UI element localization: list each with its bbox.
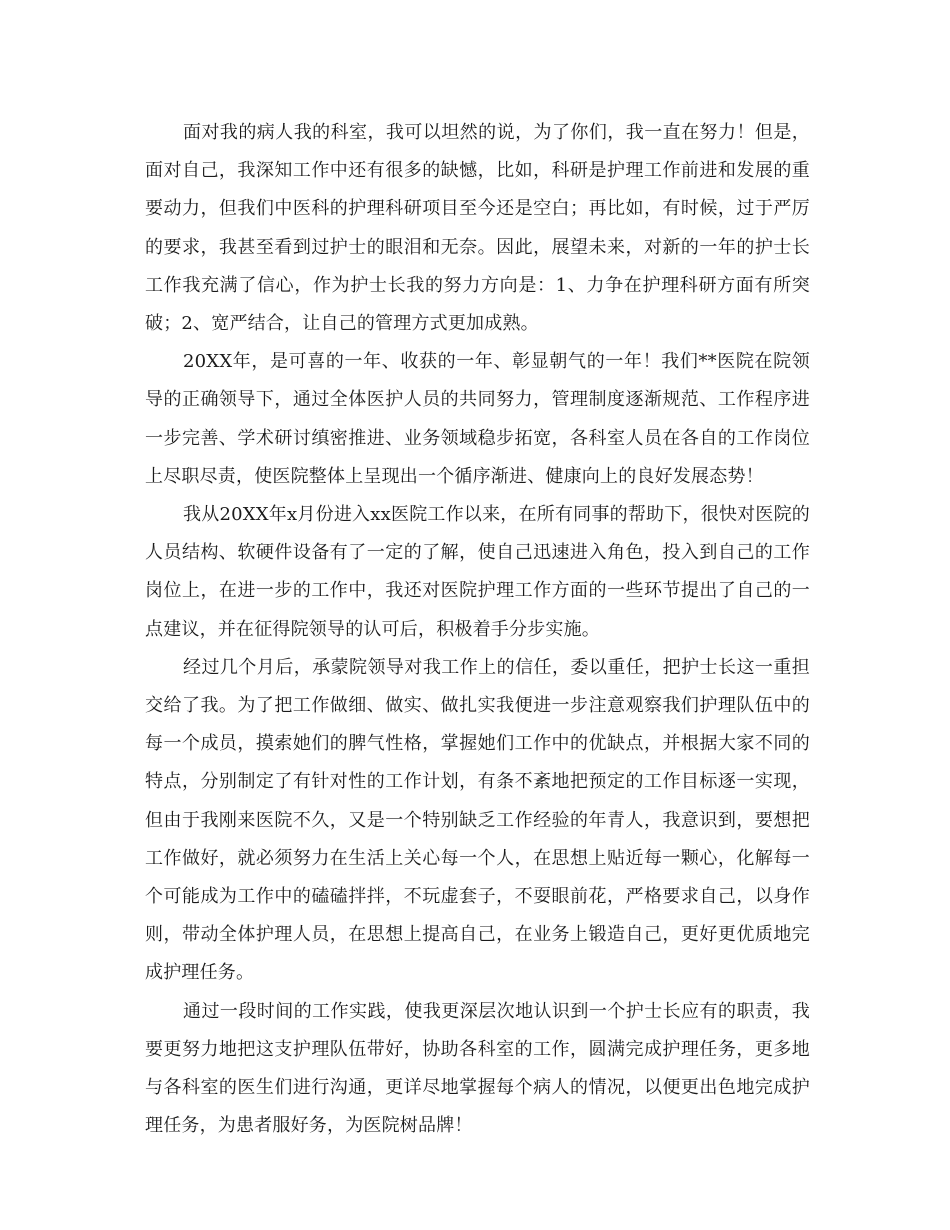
paragraph-5: 通过一段时间的工作实践，使我更深层次地认识到一个护士长应有的职责，我要更努力地把这支护理队伍带好，协助各科室的工作，圆满完成护理任务，更多地与各科室的医生们进行沟通，更详尽地掌握每个病人的情况，以便更出色地完成护理任务，为患者服好务，为医院树品牌！ xyxy=(145,1000,810,1137)
paragraph-2: 20XX年，是可喜的一年、收获的一年、彰显朝气的一年！我们**医院在院领导的正确领导下，通过全体医护人员的共同努力，管理制度逐渐规范、工作程序进一步完善、学术研讨缜密推进、业务领域稳步拓宽，各科室人员在各自的工作岗位上尽职尽责，使医院整体上呈现出一个循序渐进、健康向上的良好发展态势！ xyxy=(145,351,810,487)
paragraph-1: 面对我的病人我的科室，我可以坦然的说，为了你们，我一直在努力！但是，面对自己，我深知工作中还有很多的缺憾，比如，科研是护理工作前进和发展的重要动力，但我们中医科的护理科研项目至今还是空白；再比如，有时候，过于严厉的要求，我甚至看到过护士的眼泪和无奈。因此，展望未来，对新的一年的护士长工作我充满了信心，作为护士长我的努力方向是：1、力争在护理科研方面有所突破；2、宽严结合，让自己的管理方式更加成熟。 xyxy=(145,122,810,335)
document-page xyxy=(145,114,810,1145)
paragraph-4: 经过几个月后，承蒙院领导对我工作上的信任，委以重任，把护士长这一重担交给了我。为了把工作做细、做实、做扎实我便进一步注意观察我们护理队伍中的每一个成员，摸索她们的脾气性格，掌握她们工作中的优缺点，并根据大家不同的特点，分别制定了有针对性的工作计划，有条不紊地把预定的工作目标逐一实现，但由于我刚来医院不久，又是一个特别缺乏工作经验的年青人，我意识到，要想把工作做好，就必须努力在生活上关心每一个人，在思想上贴近每一颗心，化解每一个可能成为工作中的磕磕拌拌，不玩虚套子，不耍眼前花，严格要求自己，以身作则，带动全体护理人员，在思想上提高自己，在业务上锻造自己，更好更优质地完成护理任务。 xyxy=(145,656,810,984)
paragraph-3: 我从20XX年x月份进入xx医院工作以来，在所有同事的帮助下，很快对医院的人员结构、软硬件设备有了一定的了解，使自己迅速进入角色，投入到自己的工作岗位上，在进一步的工作中，我还对医院护理工作方面的一些环节提出了自己的一点建议，并在征得院领导的认可后，积极着手分步实施。 xyxy=(145,504,810,640)
